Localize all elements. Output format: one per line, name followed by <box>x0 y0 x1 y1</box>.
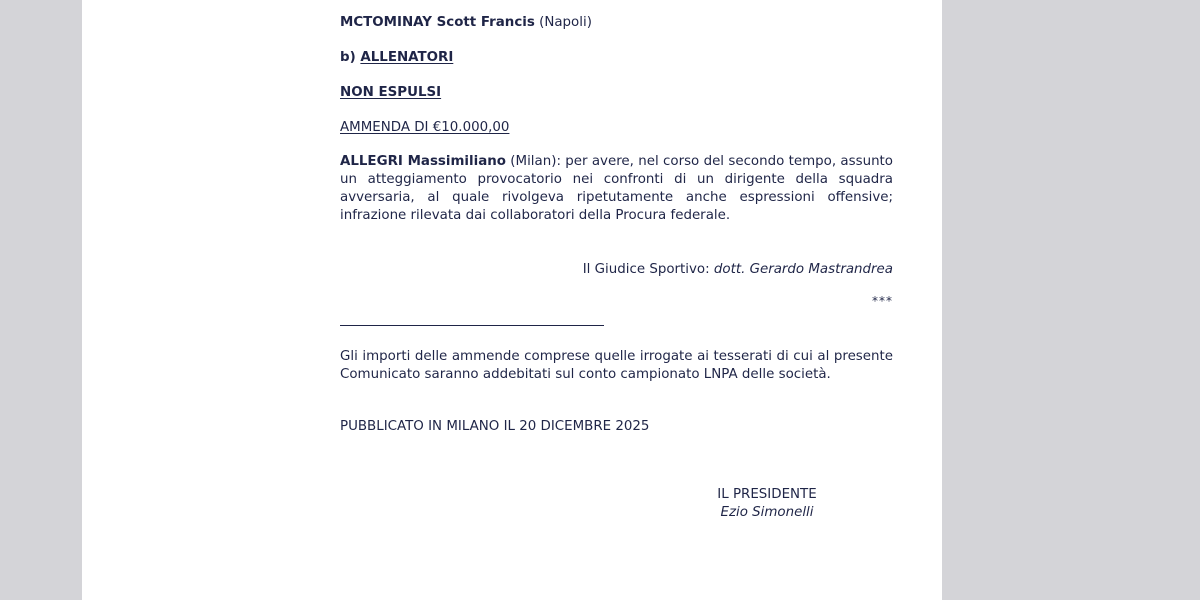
note-paragraph: Gli importi delle ammende comprese quelle irrogate ai tesserati di cui al presente Comunicato saranno addebitati sul conto campionato LNPA delle società. <box>340 349 893 382</box>
document-page <box>82 0 942 600</box>
player-line <box>340 14 592 32</box>
judge-name: dott. Gerardo Mastrandrea <box>713 262 893 277</box>
published-line: PUBBLICATO IN MILANO IL 20 DICEMBRE 2025 <box>340 419 650 434</box>
divider-rule <box>340 325 604 326</box>
fine-heading: AMMENDA DI €10.000,00 <box>340 120 510 135</box>
player-club: (Napoli) <box>539 15 592 30</box>
fine-entry-text: (Milan): per avere, nel corso del secondo tempo, assunto un atteggiamento provocatorio nei confronti di un dirigente della squadra avversaria, al quale rivolgeva ripetutamente anche espressioni offensive; infrazione rilevata dai collaboratori della Procura federale. <box>340 154 894 223</box>
signature-name: Ezio Simonelli <box>720 505 814 520</box>
player-name: MCTOMINAY Scott Francis <box>340 15 535 30</box>
fine-entry <box>340 153 893 225</box>
judge-line <box>583 261 893 279</box>
signature-role: IL PRESIDENTE <box>717 487 817 502</box>
judge-prefix: Il Giudice Sportivo: <box>582 262 714 277</box>
section-title: ALLENATORI <box>360 50 454 65</box>
section-label: b) <box>340 50 356 65</box>
fine-entry-name: ALLEGRI Massimiliano <box>340 154 506 169</box>
separator-marks: *** <box>872 294 893 308</box>
signature-block <box>715 486 819 522</box>
subsection-title: NON ESPULSI <box>340 85 442 100</box>
section-heading <box>340 49 453 67</box>
